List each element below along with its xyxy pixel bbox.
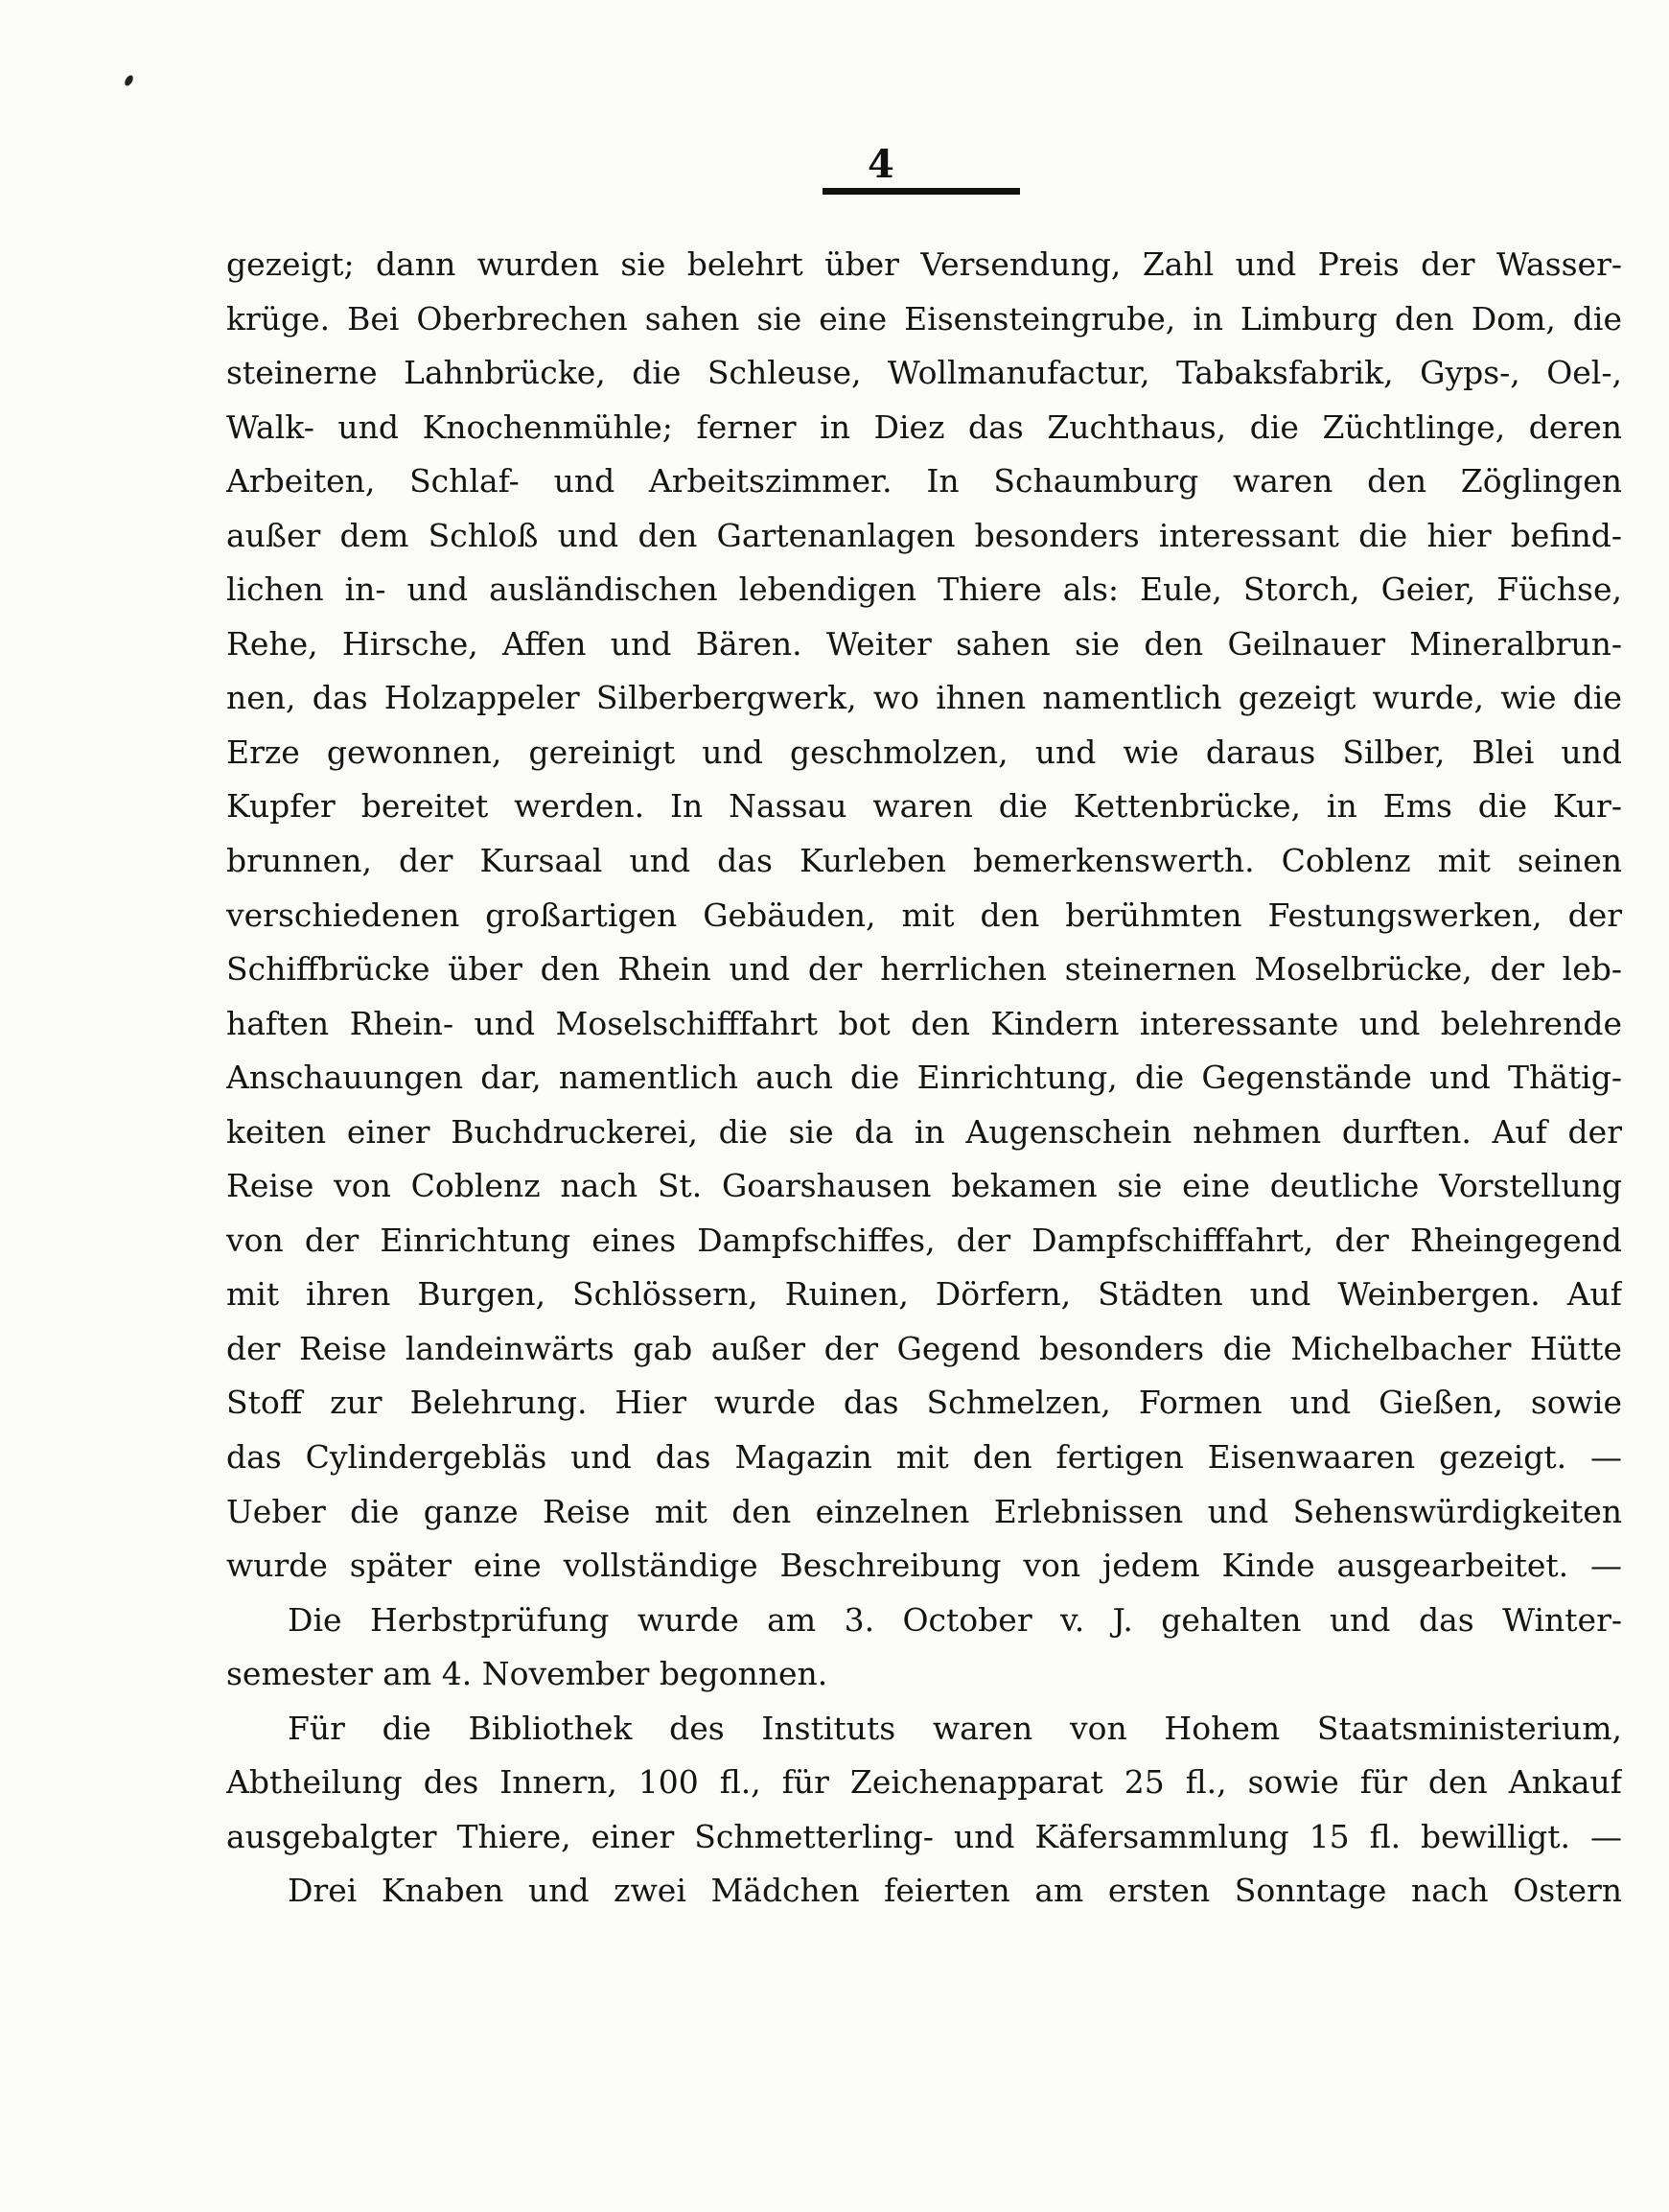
- text-line: gezeigt; dann wurden sie belehrt über Versendung, Zahl und Preis der Wasser-: [226, 245, 1622, 283]
- text-line: verschiedenen großartigen Gebäuden, mit den berühmten Festungswerken, der: [226, 896, 1622, 934]
- text-line: Abtheilung des Innern, 100 fl., für Zeichenapparat 25 fl., sowie für den Ankauf: [226, 1763, 1622, 1802]
- text-line: krüge. Bei Oberbrechen sahen sie eine Eisensteingrube, in Limburg den Dom, die: [226, 299, 1622, 338]
- text-line: nen, das Holzappeler Silberbergwerk, wo ihnen namentlich gezeigt wurde, wie die: [226, 679, 1622, 717]
- text-line: Schiffbrücke über den Rhein und der herrlichen steinernen Moselbrücke, der leb-: [226, 950, 1622, 989]
- text-line: Arbeiten, Schlaf- und Arbeitszimmer. In Schaumburg waren den Zöglingen: [226, 462, 1622, 501]
- text-line: das Cylindergebläs und das Magazin mit den fertigen Eisenwaaren gezeigt. —: [226, 1438, 1622, 1477]
- paragraph-start-line: Drei Knaben und zwei Mädchen feierten am ersten Sonntage nach Ostern: [288, 1872, 1622, 1910]
- text-line: Walk- und Knochenmühle; ferner in Diez das Zuchthaus, die Züchtlinge, deren: [226, 407, 1622, 446]
- paragraph-end-line: semester am 4. November begonnen.: [226, 1655, 828, 1693]
- text-line: lichen in- und ausländischen lebendigen Thiere als: Eule, Storch, Geier, Füchse,: [226, 570, 1622, 609]
- text-line: ausgebalgter Thiere, einer Schmetterling- und Käfersammlung 15 fl. bewilligt. —: [226, 1817, 1622, 1855]
- text-line: Ueber die ganze Reise mit den einzelnen Erlebnissen und Sehenswürdigkeiten: [226, 1492, 1622, 1530]
- text-line: Reise von Coblenz nach St. Goarshausen bekamen sie eine deutliche Vorstellung: [226, 1167, 1622, 1205]
- text-line: keiten einer Buchdruckerei, die sie da in Augenschein nehmen durften. Auf der: [226, 1112, 1622, 1151]
- text-line: brunnen, der Kursaal und das Kurleben bemerkenswerth. Coblenz mit seinen: [226, 842, 1622, 880]
- header-rule: [823, 188, 1020, 195]
- text-line: der Reise landeinwärts gab außer der Gegend besonders die Michelbacher Hütte: [226, 1329, 1622, 1367]
- text-line: steinerne Lahnbrücke, die Schleuse, Wollmanufactur, Tabaksfabrik, Gyps-, Oel-,: [226, 354, 1622, 392]
- text-line: Erze gewonnen, gereinigt und geschmolzen, und wie daraus Silber, Blei und: [226, 733, 1622, 771]
- text-line: wurde später eine vollständige Beschreibung von jedem Kinde ausgearbeitet. —: [226, 1547, 1622, 1585]
- text-line: außer dem Schloß und den Gartenanlagen besonders interessant die hier befind-: [226, 516, 1622, 554]
- text-line: von der Einrichtung eines Dampfschiffes, der Dampfschifffahrt, der Rheingegend: [226, 1221, 1622, 1259]
- text-line: Anschauungen dar, namentlich auch die Einrichtung, die Gegenstände und Thätig-: [226, 1059, 1622, 1097]
- text-line: Stoff zur Belehrung. Hier wurde das Schmelzen, Formen und Gießen, sowie: [226, 1384, 1622, 1422]
- page-number: 4: [868, 142, 894, 187]
- ink-speck: [123, 74, 134, 87]
- text-line: haften Rhein- und Moselschifffahrt bot den Kindern interessante und belehrende: [226, 1004, 1622, 1042]
- text-line: Rehe, Hirsche, Affen und Bären. Weiter sahen sie den Geilnauer Mineralbrun-: [226, 624, 1622, 663]
- paragraph-start-line: Die Herbstprüfung wurde am 3. October v. J. gehalten und das Winter-: [288, 1600, 1622, 1639]
- body-text: [226, 238, 1622, 1919]
- text-line: Kupfer bereitet werden. In Nassau waren die Kettenbrücke, in Ems die Kur-: [226, 787, 1622, 826]
- text-line: mit ihren Burgen, Schlössern, Ruinen, Dörfern, Städten und Weinbergen. Auf: [226, 1275, 1622, 1314]
- paragraph-start-line: Für die Bibliothek des Instituts waren von Hohem Staatsministerium,: [288, 1709, 1622, 1747]
